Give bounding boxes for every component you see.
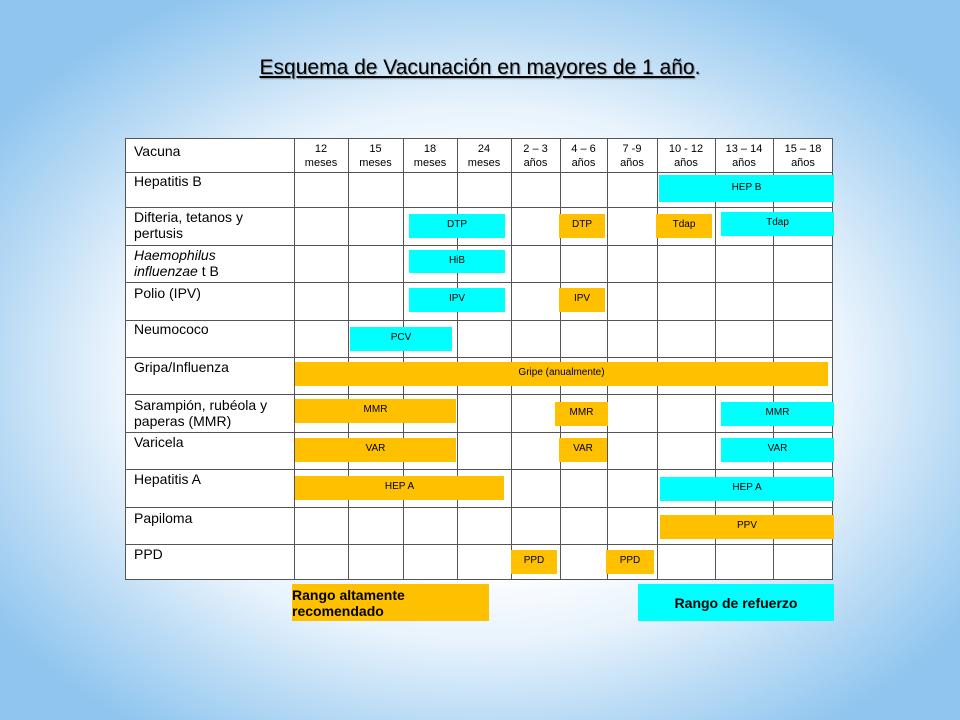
row-divider — [126, 207, 832, 208]
col-divider — [403, 139, 404, 579]
row-label-hepatitis-a — [134, 471, 201, 487]
row-label-text: Polio (IPV) — [134, 285, 201, 301]
col-header — [715, 140, 773, 172]
col-divider — [773, 139, 774, 579]
col-header — [403, 140, 457, 172]
row-label-neumococo — [134, 321, 209, 337]
legend-recommended — [292, 584, 489, 621]
row-divider — [126, 432, 832, 433]
row-label-hepatitis-b — [134, 173, 202, 189]
col-header-l1: 15 — [369, 143, 382, 155]
row-label-line2: pertusis — [134, 225, 184, 241]
bar-hep-b: HEP B — [659, 175, 834, 202]
page-title — [0, 56, 960, 80]
legend-booster-label: Rango de refuerzo — [674, 594, 798, 611]
col-header — [773, 140, 833, 172]
bar-tdap: Tdap — [721, 212, 834, 236]
col-header-l2: años — [571, 157, 596, 169]
bar-ppv: PPV — [660, 515, 834, 539]
bar-var: VAR — [295, 438, 456, 462]
row-divider — [126, 172, 832, 173]
bar-gripe: Gripe (anualmente) — [295, 362, 828, 386]
bar-mmr: MMR — [555, 402, 608, 426]
col-divider — [657, 139, 658, 579]
col-divider — [715, 139, 716, 579]
bar-dtp: DTP — [409, 214, 505, 238]
bar-hib: HiB — [409, 250, 505, 273]
bar-pcv: PCV — [350, 327, 452, 351]
row-label-text: Hepatitis B — [134, 173, 202, 189]
col-header-l1: 15 – 18 — [784, 143, 822, 155]
row-label-text: Varicela — [134, 434, 184, 450]
col-divider — [560, 139, 561, 579]
bar-dtp: DTP — [559, 214, 605, 238]
row-label-text: Gripa/Influenza — [134, 359, 229, 375]
col-header-l1: 18 — [423, 143, 437, 155]
row-divider — [126, 544, 832, 545]
row-divider — [126, 320, 832, 321]
bar-hep-a: HEP A — [295, 476, 504, 500]
col-header-l2: años — [791, 157, 815, 169]
col-header-l2: años — [620, 157, 644, 169]
row-label-hib — [134, 247, 219, 279]
col-header — [657, 140, 715, 172]
bar-ipv: IPV — [559, 288, 605, 312]
col-header-l2: años — [674, 157, 698, 169]
row-label-varicela — [134, 434, 184, 450]
col-header — [511, 140, 560, 172]
col-divider — [294, 139, 295, 579]
col-header — [294, 140, 348, 172]
col-header-l1: 12 — [314, 143, 328, 155]
row-label-dtp — [134, 209, 243, 241]
row-label-text: Hepatitis A — [134, 471, 201, 487]
col-divider — [348, 139, 349, 579]
col-header — [348, 140, 403, 172]
bar-mmr: MMR — [295, 399, 456, 423]
col-header-l2: meses — [304, 157, 338, 169]
row-label-line2 — [134, 263, 219, 279]
row-label-line1: Haemophilus — [134, 247, 216, 263]
col-header-l2: años — [523, 157, 548, 169]
row-divider — [126, 245, 832, 246]
col-header-l1: 24 — [477, 143, 491, 155]
row-divider — [126, 394, 832, 395]
bar-ppd: PPD — [606, 550, 654, 574]
row-label-text: Neumococo — [134, 321, 209, 337]
bar-ppd: PPD — [511, 550, 557, 574]
legend-booster — [638, 584, 834, 621]
col-header-l2: meses — [359, 157, 392, 169]
col-header-l1: 4 – 6 — [571, 143, 596, 155]
vaccination-table — [125, 138, 833, 580]
col-header-l1: 13 – 14 — [725, 143, 763, 155]
row-label-mmr — [134, 397, 267, 429]
row-divider — [126, 507, 832, 508]
row-divider — [126, 469, 832, 470]
col-header — [607, 140, 657, 172]
bar-tdap: Tdap — [656, 214, 712, 238]
col-header-l2: meses — [467, 157, 501, 169]
title-punct: . — [694, 56, 701, 79]
col-header-l1: 7 -9 — [622, 143, 642, 155]
col-header-l1: 2 – 3 — [523, 143, 548, 155]
row-label-line2: paperas (MMR) — [134, 413, 232, 429]
row-label-ppd — [134, 546, 163, 562]
row-label-polio — [134, 285, 201, 301]
row-divider — [126, 357, 832, 358]
row-label-text: PPD — [134, 546, 163, 562]
col-divider — [511, 139, 512, 579]
col-divider — [607, 139, 608, 579]
row-label-text: Papiloma — [134, 510, 193, 526]
bar-mmr: MMR — [721, 402, 834, 426]
col-header-l2: meses — [413, 157, 447, 169]
row-label-line1: Difteria, tetanos y — [134, 209, 243, 225]
row-label-gripa — [134, 359, 229, 375]
legend-recommended-label: Rango altamente recomendado — [292, 586, 405, 619]
header-vacuna: Vacuna — [134, 143, 181, 159]
bar-var: VAR — [721, 438, 834, 462]
col-header — [560, 140, 607, 172]
col-header-l1: 10 - 12 — [668, 143, 704, 155]
col-divider — [457, 139, 458, 579]
row-label-suffix: t B — [197, 263, 219, 279]
row-label-italic: influenzae — [134, 263, 198, 279]
bar-hep-a: HEP A — [660, 477, 834, 501]
row-label-line1: Sarampión, rubéola y — [134, 397, 268, 413]
title-text: Esquema de Vacunación en mayores de 1 año — [259, 56, 695, 79]
col-header-l2: años — [732, 157, 756, 169]
row-label-papiloma — [134, 510, 192, 526]
bar-ipv: IPV — [409, 288, 505, 312]
row-divider — [126, 282, 832, 283]
bar-var: VAR — [559, 438, 607, 462]
col-header — [457, 140, 511, 172]
